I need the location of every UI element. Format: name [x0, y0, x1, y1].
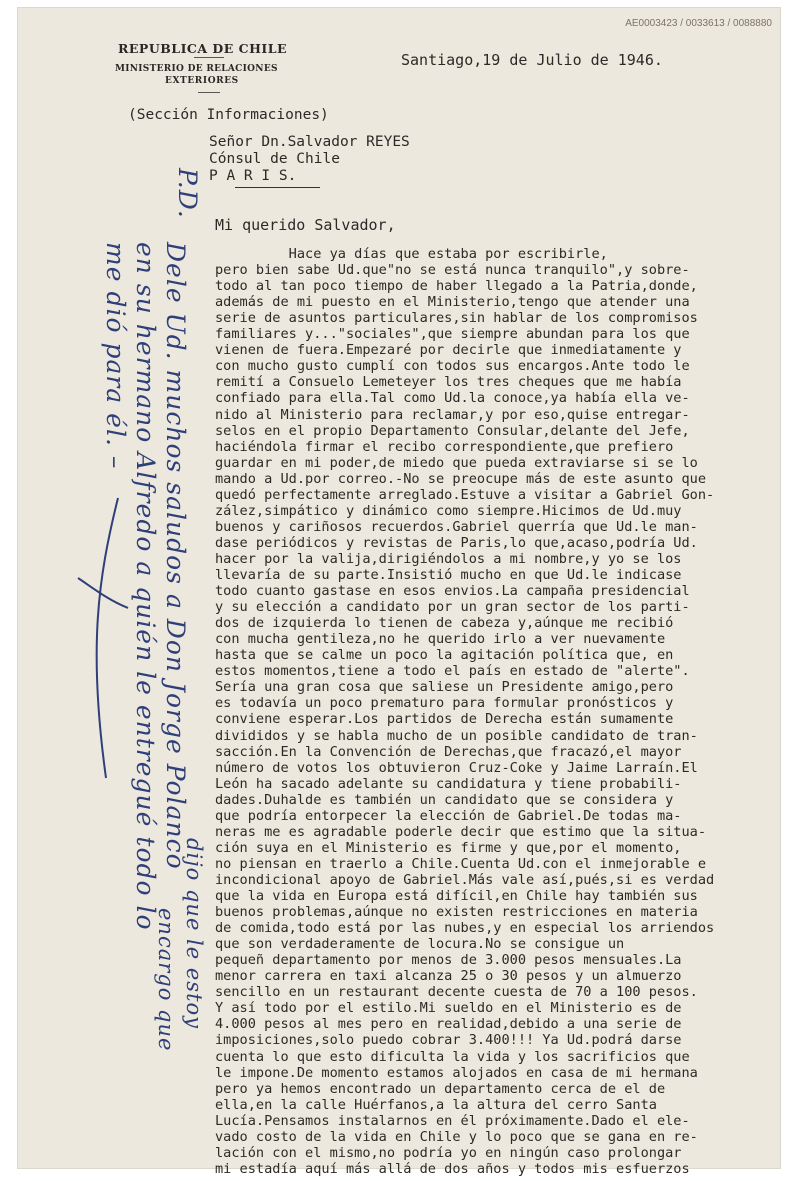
- body-line: además de mi puesto en el Ministerio,tengo que atender una: [215, 294, 690, 311]
- addressee-underline: [235, 187, 320, 188]
- body-line: ella,en la calle Huérfanos,a la altura del cerro Santa: [215, 1096, 657, 1113]
- body-line: que podría entorpecer la elección de Gabriel.De todas ma-: [215, 807, 682, 824]
- body-line: y su elección a candidato por un gran sector de los parti-: [215, 599, 690, 616]
- body-line: León ha sacado adelante su candidatura y tiene probabili-: [215, 775, 682, 792]
- body-line: que la vida en Europa está difícil,en Chile hay también sus: [215, 888, 698, 904]
- body-line: pero ya hemos encontrado un departamento cerca de el de: [215, 1080, 666, 1097]
- body-line: lación con el mismo,no podría yo en ningún caso prolongar: [215, 1144, 682, 1161]
- body-line: todo al tan poco tiempo de haber llegado a la Patria,donde,: [215, 278, 698, 295]
- body-line: zález,simpático y dinámico como siempre.Hicimos de Ud.muy: [215, 502, 682, 519]
- body-line: menor carrera en taxi alcanza 25 o 30 pesos y un almuerzo: [215, 968, 682, 985]
- letter-date: Santiago,19 de Julio de 1946.: [401, 51, 663, 69]
- addressee-name: Señor Dn.Salvador REYES: [209, 134, 410, 150]
- body-line: quedó perfectamente arreglado.Estuve a visitar a Gabriel Gon-: [215, 486, 715, 503]
- handwritten-note-cont1: dijo que le estoy: [182, 838, 206, 1030]
- body-line: Hace ya días que estaba por escribirle,: [215, 246, 608, 262]
- handwritten-flourish: [58, 488, 138, 788]
- body-line: buenos y cariñosos recuerdos.Gabriel querría que Ud.le man-: [215, 518, 698, 535]
- body-line: pequeñ departamento por menos de 3.000 pesos mensuales.La: [215, 952, 682, 969]
- body-line: selos en el propio Departamento Consular,delante del Jefe,: [215, 422, 690, 439]
- body-line: Y así todo por el estilo.Mi sueldo en el Ministerio es de: [215, 1000, 682, 1017]
- body-line: vienen de fuera.Empezaré por decirle que inmediatamente y: [215, 342, 682, 359]
- body-line: hasta que se calme un poco la agitación política que, en: [215, 647, 674, 664]
- body-line: remití a Consuelo Lemeteyer los tres cheques que me había: [215, 374, 682, 391]
- body-line: llevaría de su parte.Insistió mucho en que Ud.le indicase: [215, 567, 682, 583]
- body-line: dase periódicos y revistas de Paris,lo que,acaso,podría Ud.: [215, 534, 698, 551]
- body-line: es todavía un poco prematuro para formular pronósticos y: [215, 695, 674, 712]
- body-line: buenos problemas,aúnque no existen restricciones en materia: [215, 904, 698, 921]
- body-line: mi estadía aquí más allá de dos años y todos mis esfuerzos: [215, 1160, 690, 1177]
- body-line: guardar en mi poder,de miedo que pueda extraviarse si se lo: [215, 454, 698, 471]
- handwritten-pd: P.D.: [173, 168, 202, 219]
- body-line: haciéndola firmar el recibo correspondiente,que prefiero: [215, 438, 674, 455]
- handwritten-note-cont2: encargo que: [154, 908, 178, 1052]
- letterhead-rule: [198, 92, 220, 93]
- body-line: no piensan en traerlo a Chile.Cuenta Ud.con el inmejorable e: [215, 855, 707, 872]
- body-line: de comida,todo está por las nubes,y en especial los arriendos: [215, 920, 715, 937]
- handwritten-note-line2: en su hermano Alfredo a quién le entregué todo lo: [131, 242, 160, 931]
- letterhead-ministry: MINISTERIO DE RELACIONES: [115, 64, 278, 74]
- letter-page: [18, 8, 780, 1177]
- body-line: incondicional apoyo de Gabriel.Más vale así,pués,si es verdad: [215, 871, 715, 888]
- body-line: hacer por la valija,dirigiéndolos a mi nombre,y yo se los: [215, 550, 682, 567]
- body-line: con mucha gentileza,no he querido irlo a ver nuevamente: [215, 631, 666, 648]
- body-line: Sería una gran cosa que saliese un Presidente amigo,pero: [215, 679, 674, 696]
- body-line: Lucía.Pensamos instalarnos en él próximamente.Dado el ele-: [215, 1112, 690, 1129]
- body-line: familiares y..."sociales",que siempre abundan para los que: [215, 326, 690, 343]
- addressee-city: P A R I S.: [209, 168, 297, 184]
- body-line: sencillo en un restaurant decente cuesta de 70 a 100 pesos.: [215, 984, 698, 1001]
- body-line: vado costo de la vida en Chile y lo poco que se gana en re-: [215, 1128, 698, 1145]
- handwritten-note-line3: me dió para él. –: [101, 242, 130, 470]
- letterhead-rule: [194, 57, 224, 58]
- section-label: (Sección Informaciones): [128, 107, 329, 123]
- body-line: conviene esperar.Los partidos de Derecha están sumamente: [215, 711, 674, 728]
- body-line: neras me es agradable poderle decir que estimo que la situa-: [215, 823, 707, 840]
- body-line: pero bien sabe Ud.que"no se está nunca tranquilo",y sobre-: [215, 262, 690, 279]
- body-line: con mucho gusto cumplí con todos sus encargos.Ante todo le: [215, 358, 690, 375]
- body-line: nido al Ministerio para reclamar,y por eso,quise entregar-: [215, 406, 690, 423]
- body-line: todo cuanto gastase en esos envios.La campaña presidencial: [215, 583, 690, 600]
- body-line: que son verdaderamente de locura.No se consigue un: [215, 936, 625, 953]
- body-line: imposiciones,solo puedo cobrar 3.400!!! Ya Ud.podrá darse: [215, 1032, 682, 1049]
- body-line: 4.000 pesos al mes pero en realidad,debido a una serie de: [215, 1016, 682, 1033]
- body-line: confiado para ella.Tal como Ud.la conoce,ya había ella ve-: [215, 390, 690, 407]
- addressee-title: Cónsul de Chile: [209, 151, 340, 167]
- letterhead-republic: REPUBLICA DE CHILE: [118, 41, 288, 56]
- body-line: sacción.En la Convención de Derechas,que fracazó,el mayor: [215, 743, 682, 760]
- body-line: estos momentos,tiene a todo el país en estado de "alerte".: [215, 663, 690, 680]
- body-line: ción suya en el Ministerio es firme y que,por el momento,: [215, 839, 682, 856]
- body-line: mando a Ud.por correo.-No se preocupe más de este asunto que: [215, 470, 707, 487]
- body-line: número de votos los obtuvieron Cruz-Coke y Jaime Larraín.El: [215, 759, 698, 776]
- salutation: Mi querido Salvador,: [215, 216, 396, 234]
- body-line: dos de izquierda lo tienen de cabeza y,aúnque me recibió: [215, 615, 674, 632]
- body-line: cuenta lo que esto dificulta la vida y los sacrificios que: [215, 1048, 690, 1065]
- body-line: dades.Duhalde es también un candidato que se considera y: [215, 791, 674, 808]
- letterhead-exteriores: EXTERIORES: [165, 76, 239, 86]
- handwritten-note-line1: Dele Ud. muchos saludos a Don Jorge Polanco: [161, 242, 190, 870]
- archive-reference: AE0003423 / 0033613 / 0088880: [625, 18, 772, 29]
- body-line: serie de asuntos particulares,sin hablar de los compromisos: [215, 310, 698, 327]
- body-line: divididos y se habla mucho de un posible candidato de tran-: [215, 727, 698, 744]
- body-line: le impone.De momento estamos alojados en casa de mi hermana: [215, 1064, 698, 1081]
